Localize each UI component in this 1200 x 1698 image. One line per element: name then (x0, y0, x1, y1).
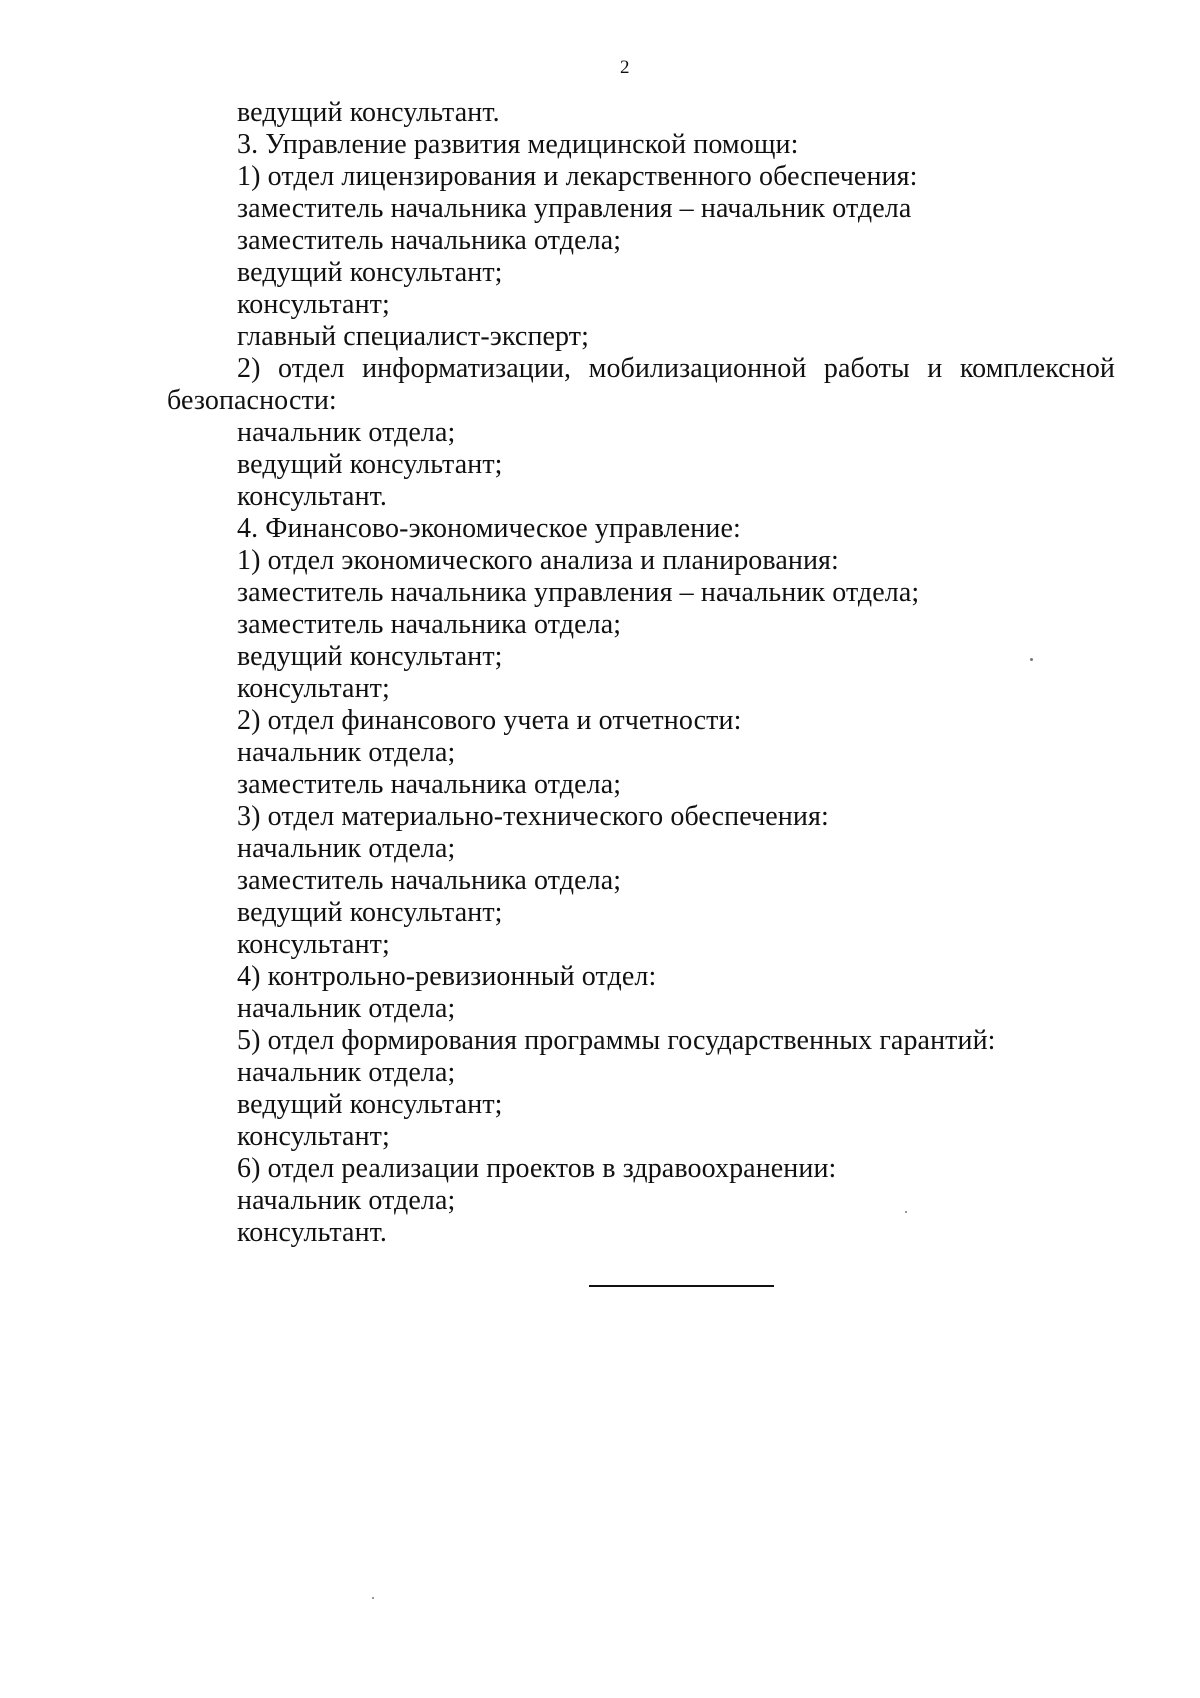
text-line: консультант. (237, 481, 387, 512)
text-line: главный специалист-эксперт; (237, 321, 590, 352)
text-line: заместитель начальника отдела; (237, 769, 622, 800)
text-line: консультант; (237, 289, 390, 320)
text-line: начальник отдела; (237, 993, 456, 1024)
scan-speck (905, 1211, 907, 1213)
text-line: начальник отдела; (237, 833, 456, 864)
text-line: ведущий консультант; (237, 897, 503, 928)
department-heading: 5) отдел формирования программы государственных гарантий: (237, 1025, 996, 1056)
text-line: ведущий консультант. (237, 97, 500, 128)
text-line: заместитель начальника управления – начальник отдела; (237, 577, 920, 608)
text-line: консультант; (237, 673, 390, 704)
end-of-document-rule (589, 1285, 774, 1287)
section-heading: 4. Финансово-экономическое управление: (237, 513, 741, 544)
text-line: ведущий консультант; (237, 449, 503, 480)
department-heading: 4) контрольно-ревизионный отдел: (237, 961, 657, 992)
scan-speck (1030, 658, 1033, 661)
text-line: заместитель начальника управления – начальник отдела (237, 193, 912, 224)
department-heading: 3) отдел материально-технического обеспечения: (237, 801, 829, 832)
department-heading: 2) отдел финансового учета и отчетности: (237, 705, 742, 736)
department-heading-continuation: безопасности: (167, 385, 337, 416)
text-line: ведущий консультант; (237, 1089, 503, 1120)
section-heading: 3. Управление развития медицинской помощи: (237, 129, 799, 160)
text-line: начальник отдела; (237, 417, 456, 448)
department-heading: 6) отдел реализации проектов в здравоохранении: (237, 1153, 837, 1184)
text-line: консультант. (237, 1217, 387, 1248)
text-line: консультант; (237, 1121, 390, 1152)
department-heading: 2) отдел информатизации, мобилизационной работы и комплексной (237, 353, 1115, 384)
page-number: 2 (620, 57, 630, 78)
department-heading: 1) отдел лицензирования и лекарственного обеспечения: (237, 161, 918, 192)
text-line: заместитель начальника отдела; (237, 609, 622, 640)
text-line: ведущий консультант; (237, 641, 503, 672)
scan-speck (372, 1597, 374, 1599)
text-line: консультант; (237, 929, 390, 960)
text-line: заместитель начальника отдела; (237, 225, 622, 256)
text-line: начальник отдела; (237, 1185, 456, 1216)
text-line: начальник отдела; (237, 737, 456, 768)
department-heading: 1) отдел экономического анализа и планирования: (237, 545, 839, 576)
text-line: начальник отдела; (237, 1057, 456, 1088)
text-line: заместитель начальника отдела; (237, 865, 622, 896)
text-line: ведущий консультант; (237, 257, 503, 288)
